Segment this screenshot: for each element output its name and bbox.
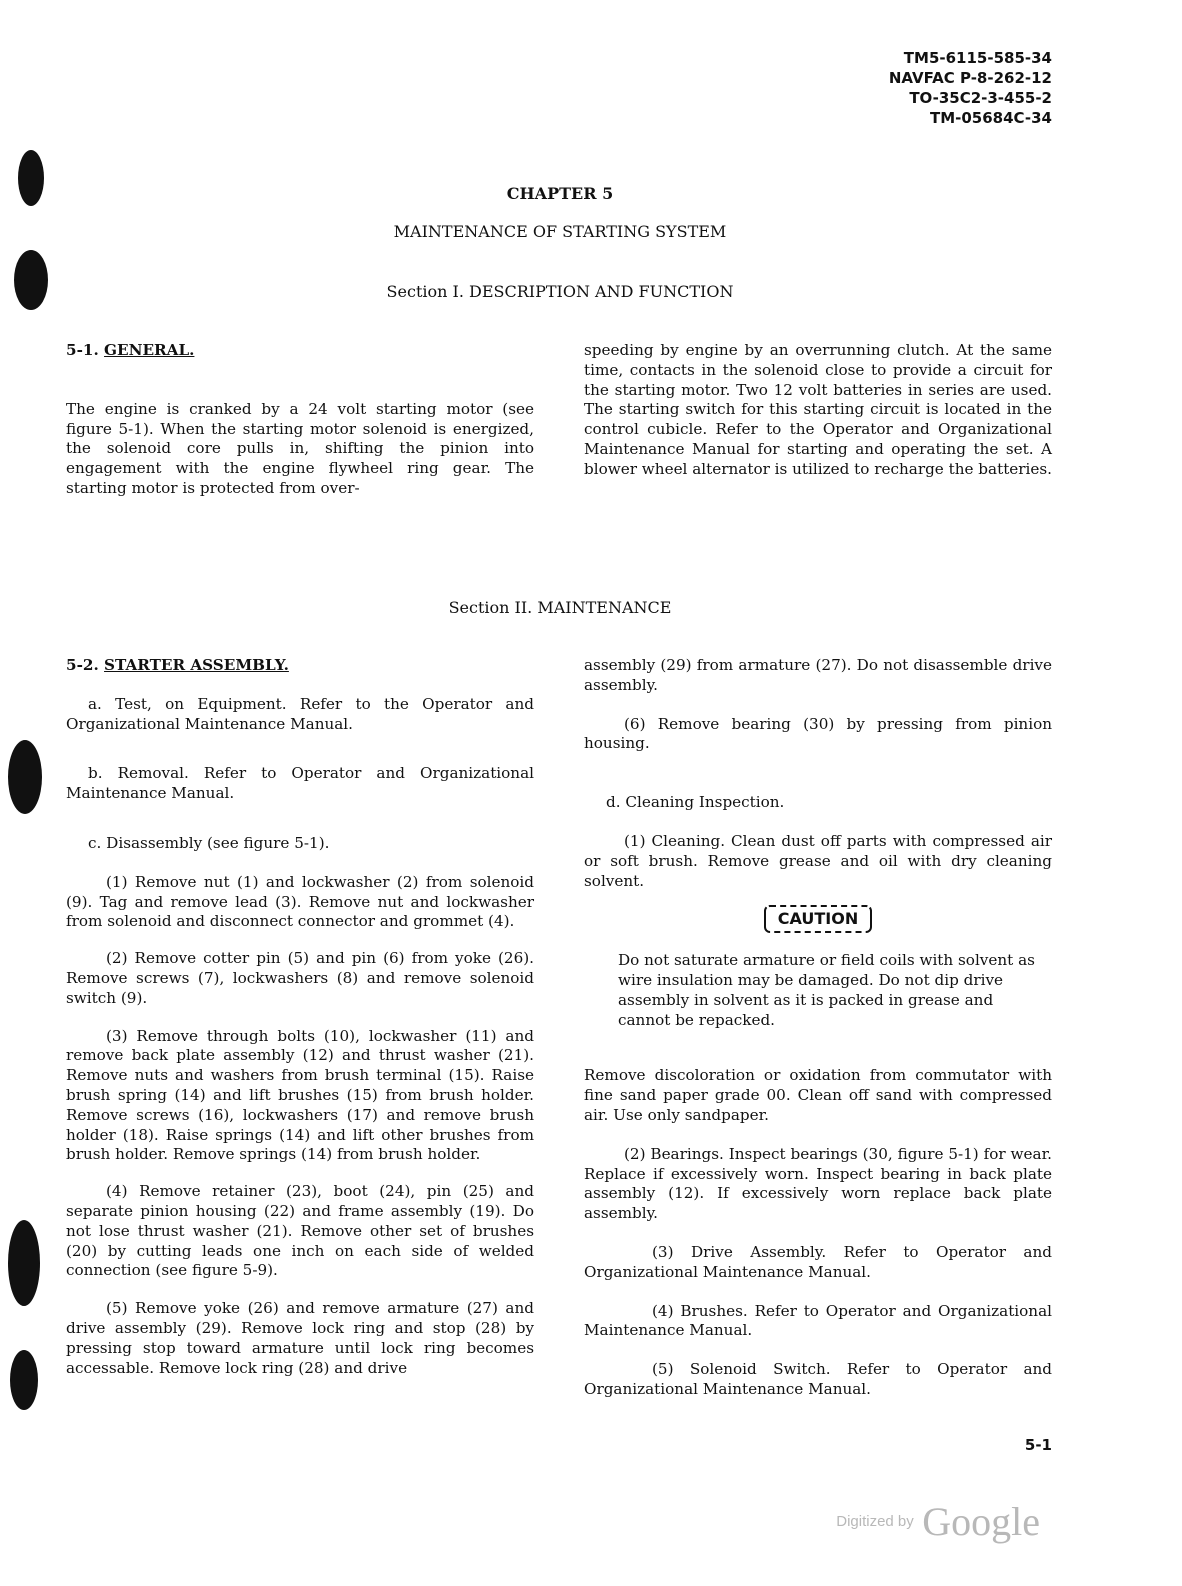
paragraph-5-2-title: STARTER ASSEMBLY. xyxy=(104,656,289,674)
section-2-title: Section II. MAINTENANCE xyxy=(448,598,672,617)
digitized-by-google-watermark xyxy=(836,1498,1040,1545)
paragraph-5-1-number: 5-1. xyxy=(66,341,99,359)
step-c-5-continued: assembly (29) from armature (27). Do not disassemble drive assembly. xyxy=(584,656,1052,694)
caution-banner xyxy=(584,905,1052,933)
step-a-test: a. Test, on Equipment. Refer to the Operator and Organizational Maintenance Manual. xyxy=(66,694,534,733)
caution-label: CAUTION xyxy=(764,905,872,933)
step-d-2-bearings: (2) Bearings. Inspect bearings (30, figure 5-1) for wear. Replace if excessively worn. Inspect bearing in back plate assembly (12). If excessively worn replace back plate assembly. xyxy=(584,1144,1052,1223)
paragraph-5-1-text-right: speeding by engine by an overrunning clutch. At the same time, contacts in the solenoid close to provide a circuit for the starting motor. Two 12 volt batteries in series are used. The starting switch for this starting circuit is located in the control cubicle. Refer to the Operator and Organizational Maintenance Manual for starting and operating the set. A blower wheel alternator is utilized to recharge the batteries. xyxy=(584,341,1053,478)
paragraph-5-1-text-left: The engine is cranked by a 24 volt starting motor (see figure 5-1). When the starting motor solenoid is energized, the solenoid core pulls in, shifting the pinion into engagement with the engine flywheel ring gear. The starting motor is protected from over- xyxy=(66,399,534,497)
paragraph-5-1-heading xyxy=(66,341,534,361)
paragraph-5-2-number: 5-2. xyxy=(66,656,99,674)
chapter-title: CHAPTER 5 xyxy=(506,184,614,203)
step-c-6: (6) Remove bearing (30) by pressing from pinion housing. xyxy=(584,714,1052,753)
paragraph-5-2-heading xyxy=(66,656,534,676)
section-2-right-column xyxy=(584,656,1052,1400)
section-1-right-column xyxy=(584,341,1052,480)
step-c-4: (4) Remove retainer (23), boot (24), pin (25) and separate pinion housing (22) and frame assembly (19). Do not lose thrust washer (21). Remove other set of brushes (20) by cutting leads one inch on each side of welded connection (see figure 5-9). xyxy=(66,1182,534,1280)
doc-id-to: TO-35C2-3-455-2 xyxy=(909,89,1052,107)
punch-hole-2 xyxy=(14,250,48,310)
step-c-3: (3) Remove through bolts (10), lockwasher (11) and remove back plate assembly (12) and thrust washer (21). Remove nuts and washers from brush terminal (15). Raise brush spring (14) and lift brushes (15) from brush holder. Remove screws (16), lockwashers (17) and remove brush holder (18). Raise springs (14) and lift other brushes from brush holder. Remove springs (14) from brush holder. xyxy=(66,1026,534,1164)
section-2-left-column xyxy=(66,656,534,1378)
step-b-removal: b. Removal. Refer to Operator and Organizational Maintenance Manual. xyxy=(66,764,534,803)
page-number: 5-1 xyxy=(1024,1436,1052,1454)
step-d-3-drive-assembly: (3) Drive Assembly. Refer to Operator and Organizational Maintenance Manual. xyxy=(584,1242,1052,1281)
step-d-1-continued: Remove discoloration or oxidation from commutator with fine sand paper grade 00. Clean off sand with compressed air. Use only sandpaper. xyxy=(584,1066,1052,1124)
section-1-title: Section I. DESCRIPTION AND FUNCTION xyxy=(386,282,734,301)
digitized-by-label: Digitized by xyxy=(836,1513,914,1530)
punch-hole-3 xyxy=(8,740,42,814)
punch-hole-5 xyxy=(10,1350,38,1410)
step-d-cleaning-inspection: d. Cleaning Inspection. xyxy=(606,793,785,812)
doc-id-navfac: NAVFAC P-8-262-12 xyxy=(888,69,1052,87)
punch-hole-4 xyxy=(8,1220,40,1306)
step-c-disassembly: c. Disassembly (see figure 5-1). xyxy=(88,833,330,852)
step-d-1-cleaning: (1) Cleaning. Clean dust off parts with compressed air or soft brush. Remove grease and oil with dry cleaning solvent. xyxy=(584,831,1052,890)
document-identifiers xyxy=(889,48,1052,128)
step-c-5: (5) Remove yoke (26) and remove armature (27) and drive assembly (29). Remove lock ring and stop (28) by pressing stop toward armature until lock ring becomes accessable. Remove lock ring (28) and drive xyxy=(66,1299,534,1377)
step-c-1: (1) Remove nut (1) and lockwasher (2) from solenoid (9). Tag and remove lead (3). Remove nut and lockwasher from solenoid and disconnect connector and grommet (4). xyxy=(66,872,534,931)
section-1-left-column xyxy=(66,341,534,499)
chapter-subtitle: MAINTENANCE OF STARTING SYSTEM xyxy=(393,222,727,241)
paragraph-5-1-title: GENERAL. xyxy=(104,341,195,359)
step-d-5-solenoid-switch: (5) Solenoid Switch. Refer to Operator and Organizational Maintenance Manual. xyxy=(584,1360,1052,1398)
caution-text: Do not saturate armature or field coils with solvent as wire insulation may be damaged. Do not dip drive assembly in solvent as it is packed in grease and cannot be repacked. xyxy=(618,951,1035,1029)
step-c-2: (2) Remove cotter pin (5) and pin (6) from yoke (26). Remove screws (7), lockwashers (8) and remove solenoid switch (9). xyxy=(66,949,534,1007)
step-d-4-brushes: (4) Brushes. Refer to Operator and Organizational Maintenance Manual. xyxy=(584,1301,1052,1340)
doc-id-tm: TM5-6115-585-34 xyxy=(903,49,1052,67)
google-logo-text: Google xyxy=(922,1499,1040,1544)
doc-id-tm-marine: TM-05684C-34 xyxy=(929,109,1052,127)
